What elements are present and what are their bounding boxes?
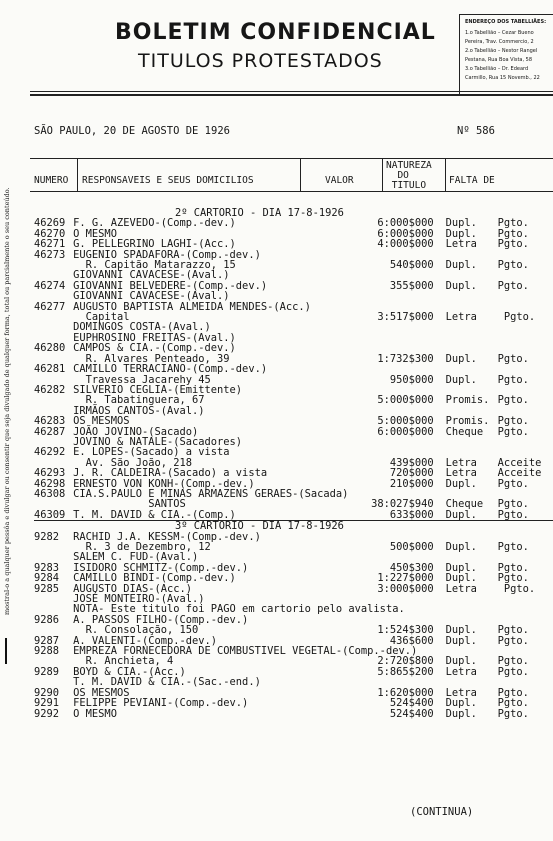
missing-item: Pgto. [497, 665, 529, 678]
entry-responsible: DOMINGOS COSTA-(Aval.) [73, 321, 211, 334]
title-nature [446, 364, 498, 374]
entry-responsible: JOSÉ MONTEIRO-(Aval.) [73, 593, 205, 606]
entry-responsible: GIOVANNI BELVEDERE-(Comp.-dev.) [73, 279, 268, 292]
title-nature: Dupl. [445, 634, 477, 647]
missing-item [498, 437, 553, 447]
page-title: BOLETIM CONFIDENCIAL [115, 20, 436, 45]
entry-value: 1:620$000 [377, 686, 434, 699]
entry-responsible: SALEM C. FUD-(Aval.) [73, 551, 199, 564]
entry-number [34, 395, 73, 405]
column-divider [77, 159, 78, 191]
column-divider [382, 159, 383, 191]
entry-responsible: AUGUSTO DIAS-(Acc.) [73, 582, 193, 595]
entry-number: 46277 [34, 300, 66, 313]
entry-value [348, 333, 445, 343]
title-nature: Letra [445, 311, 477, 324]
title-nature: Dupl. [445, 572, 477, 585]
entry-responsible: SILVERIO CEGLIA-(Emittente) [73, 383, 243, 396]
entry-value: 1:524$300 [377, 624, 434, 637]
entry-number: 46293 [34, 467, 66, 480]
entry-value [348, 364, 445, 374]
title-nature: Promis. [445, 415, 490, 428]
entry-responsible: E. LOPES-(Sacado) a vista [73, 446, 230, 459]
entry-responsible: CAMILLO BINDI-(Comp.-dev.) [73, 572, 236, 585]
entry-responsible: OS MESMOS [73, 686, 130, 699]
missing-item: Acceite [497, 456, 542, 469]
missing-item: Pgto. [497, 415, 529, 428]
title-nature: Dupl. [445, 561, 477, 574]
entry-number: 46308 [34, 487, 66, 500]
entry-value: 1:732$300 [377, 352, 434, 365]
title-nature [446, 521, 498, 532]
title-nature: Dupl. [446, 510, 498, 521]
box-line: Pereira, Trav. Commercio, 2 [465, 39, 534, 45]
title-nature: Dupl. [445, 217, 477, 230]
entry-value: 950$000 [389, 373, 434, 386]
entry-number: 46292 [34, 446, 66, 459]
title-nature: Dupl. [445, 697, 477, 710]
entry-responsible: ISIDORO SCHMITZ-(Comp.-dev.) [73, 561, 249, 574]
entry-number: 46282 [34, 383, 66, 396]
side-mark [5, 638, 7, 664]
entry-responsible: JOVINO & NATALE-(Sacadores) [73, 435, 243, 448]
entry-number: 9292 [34, 707, 60, 720]
title-nature: Dupl. [445, 655, 477, 668]
entry-responsible: Travessa Jacarehy 45 [73, 373, 211, 386]
missing-item: Pgto. [497, 572, 529, 585]
entry-value: 720$000 [389, 467, 434, 480]
title-nature [446, 437, 498, 447]
missing-item: Pgto. [497, 624, 529, 637]
col-header-valor: VALOR [325, 175, 354, 186]
title-nature: Dupl. [445, 227, 477, 240]
entry-number: 46274 [34, 279, 66, 292]
missing-item: Pgto. [497, 227, 529, 240]
title-nature: Promis. [445, 394, 490, 407]
entry-value: 6:000$000 [377, 425, 434, 438]
entry-number: 46273 [34, 248, 66, 261]
entry-number: 46283 [34, 415, 66, 428]
entry-responsible: A. VALENTI-(Comp.-dev.) [73, 634, 218, 647]
entry-value: 633$000 [348, 510, 445, 521]
missing-item [498, 322, 553, 332]
title-nature: Letra [445, 582, 477, 595]
protest-table [34, 208, 553, 719]
missing-item [498, 594, 553, 604]
entry-responsible: CIA.S.PAULO E MINAS ARMAZENS GERAES-(Sacada) [73, 487, 349, 500]
missing-item: Pgto. [497, 498, 529, 511]
title-nature: Dupl. [445, 624, 477, 637]
missing-item [498, 333, 553, 343]
entry-responsible: G. PELLEGRINO LAGHI-(Acc.) [73, 238, 236, 251]
entry-responsible: GIOVANNI CAVACESE-(Aval.) [73, 269, 230, 282]
table-row [34, 510, 553, 521]
entry-value [348, 322, 445, 332]
table-row [34, 709, 553, 719]
table-row [34, 364, 553, 374]
entry-value: 450$300 [389, 561, 434, 574]
col-header-responsaveis: RESPONSAVEIS E SEUS DOMICILIOS [82, 175, 254, 186]
title-nature [446, 322, 498, 332]
missing-item: Pgto. [497, 259, 529, 272]
header-rule [30, 91, 553, 92]
section-heading: 2º CARTORIO - DIA 17-8-1926 [174, 207, 344, 219]
bulletin-number: Nº 586 [457, 125, 495, 137]
entry-responsible: JOÃO JOVINO-(Sacado) [73, 425, 199, 438]
missing-item [498, 364, 553, 374]
title-nature: Dupl. [445, 352, 477, 365]
missing-item: Pgto. [497, 425, 529, 438]
entry-responsible: J. R. CALDEIRA-(Sacado) a vista [73, 467, 268, 480]
entry-responsible: CAMILLO TERRACIANO-(Comp.-dev.) [73, 363, 268, 376]
entry-number: 9286 [34, 613, 60, 626]
entry-responsible: R. 3 de Dezembro, 12 [73, 541, 211, 553]
missing-item: Pgto. [497, 394, 529, 407]
entry-value: 524$400 [389, 707, 434, 720]
entry-number [34, 322, 73, 332]
entry-value: 500$000 [389, 541, 434, 553]
entry-responsible: RACHID J.A. KESSM-(Comp.-dev.) [73, 530, 261, 543]
entry-value: 4:000$000 [377, 238, 434, 251]
entry-responsible: O MESMO [73, 227, 117, 240]
entry-responsible: SANTOS [73, 498, 186, 511]
entry-number: 9288 [34, 645, 60, 658]
missing-item: Pgto. [497, 697, 529, 710]
entry-responsible: CAMPOS & CIA.-(Comp.-dev.) [73, 342, 236, 355]
entry-responsible: AUGUSTO BAPTISTA ALMEIDA MENDES-(Acc.) [73, 300, 311, 313]
entry-responsible: Av. São João, 218 [73, 456, 193, 469]
entry-responsible: EUPHROSINO FREITAS-(Aval.) [73, 331, 236, 344]
title-nature: Dupl. [445, 707, 477, 720]
title-nature [446, 291, 498, 301]
entry-responsible: BOYD & CIA.-(Acc.) [73, 665, 186, 678]
entry-responsible: NOTA- Este titulo foi PAGO em cartorio pelo avalista. [73, 603, 405, 616]
box-line: 3.o Tabellião – Dr. Edeard [465, 66, 529, 72]
column-divider [445, 159, 446, 191]
entry-value: 3:517$000 [377, 311, 434, 324]
entry-responsible: F. G. AZEVEDO-(Comp.-dev.) [73, 217, 236, 230]
entry-value: 6:000$000 [377, 227, 434, 240]
entry-value: 439$000 [389, 456, 434, 469]
title-nature [446, 594, 498, 604]
entry-number: 46281 [34, 363, 66, 376]
side-note: mostral-o a qualquer pessôa e divulgar ou consentir que seja divulgado de qualquer forma, total ou parcialmente o seu conteúdo. [3, 187, 11, 615]
entry-number: 9291 [34, 697, 60, 710]
missing-item: Pgto. [497, 373, 529, 386]
missing-item: Acceite [497, 467, 542, 480]
entry-responsible: ERNESTO VON KONH-(Comp.-dev.) [73, 477, 255, 490]
missing-item: Pgto. [497, 582, 536, 595]
entry-value: 5:865$200 [377, 665, 434, 678]
entry-responsible: EUGENIO SPADAFORA-(Comp.-dev.) [73, 248, 261, 261]
entry-responsible: FELIPPE PEVIANI-(Comp.-dev.) [73, 697, 249, 710]
missing-item: Pgto. [497, 634, 529, 647]
table-row [34, 521, 553, 532]
box-line: Carmillo, Rua 15 Novemb., 22 [465, 75, 540, 81]
missing-item: Pgto. [497, 352, 529, 365]
entry-responsible: Capital [73, 311, 130, 324]
entry-responsible: A. PASSOS FILHO-(Comp.-dev.) [73, 613, 249, 626]
title-nature: Letra [445, 456, 477, 469]
entry-responsible: T. M. DAVID & CIA.-(Sac.-end.) [73, 676, 261, 689]
col-header-natureza: NATUREZA DO TITULO [386, 160, 432, 191]
column-divider [300, 159, 301, 191]
title-nature: Dupl. [445, 477, 477, 490]
missing-item: Pgto. [497, 655, 529, 668]
continua-note: (CONTINUA) [410, 806, 474, 818]
missing-item: Pgto. [497, 686, 529, 699]
title-nature: Dupl. [445, 541, 477, 553]
entry-number: 46280 [34, 342, 66, 355]
missing-item [498, 291, 553, 301]
table-top-rule [30, 158, 553, 159]
entry-value: 436$600 [389, 634, 434, 647]
title-nature: Dupl. [445, 259, 477, 272]
entry-value [348, 291, 445, 301]
table-row [34, 416, 553, 426]
box-line: 2.o Tabellião – Nestor Rangel [465, 48, 538, 54]
entry-responsible: R. Consolação, 150 [73, 624, 199, 637]
missing-item: Pgto. [497, 238, 529, 251]
entry-value: 3:000$000 [377, 582, 434, 595]
entry-responsible: R. Anchieta, 4 [73, 655, 174, 668]
entry-value: 2:720$800 [377, 655, 434, 668]
entry-value: 355$000 [389, 279, 434, 292]
title-nature: Letra [445, 686, 477, 699]
title-nature: Dupl. [445, 373, 477, 386]
table-row [34, 468, 553, 478]
entry-value: 38:027$940 [371, 498, 434, 511]
entry-responsible: R. Alvares Penteado, 39 [73, 352, 230, 365]
col-header-numero: NUMERO [34, 175, 69, 186]
header-rule-thick [30, 94, 553, 96]
missing-item: Pgto. [497, 707, 529, 720]
missing-item: Pgto. [497, 561, 529, 574]
box-line: 1.o Tabellião – Cezar Bueno [465, 30, 534, 36]
entry-number: 46271 [34, 238, 66, 251]
entry-number: 9287 [34, 634, 60, 647]
entry-number: 9284 [34, 572, 60, 585]
entry-responsible: O MESMO [73, 707, 117, 720]
entry-number: 9289 [34, 665, 60, 678]
tabelliaes-box [459, 14, 553, 96]
entry-number: 46287 [34, 425, 66, 438]
entry-value: 524$400 [389, 697, 434, 710]
entry-value [348, 437, 445, 447]
entry-number [34, 521, 73, 532]
entry-number: 9285 [34, 582, 60, 595]
entry-value: 5:000$000 [377, 415, 434, 428]
entry-number [34, 594, 73, 604]
entry-responsible: EMPREZA FORNECEDORA DE COMBUSTIVEL VEGETAL-(Comp.-dev.) [73, 645, 418, 658]
entry-responsible: GIOVANNI CAVACESE-(Aval.) [73, 290, 230, 303]
entry-responsible: T. M. DAVID & CIA.-(Comp.) [73, 510, 348, 521]
missing-item: Pgto. [497, 477, 529, 490]
entry-responsible: OS MESMOS [73, 415, 130, 428]
entry-value: 540$000 [389, 259, 434, 272]
title-nature: Letra [445, 238, 477, 251]
box-title: ENDEREÇO DOS TABELLIÃES: [465, 19, 547, 25]
missing-item: Pgto. [497, 541, 529, 553]
entry-number [34, 542, 73, 552]
entry-value: 1:227$000 [377, 572, 434, 585]
missing-item: Pgto. [498, 510, 553, 521]
title-nature: Letra [445, 467, 477, 480]
entry-number: 9282 [34, 530, 60, 543]
missing-item: Pgto. [497, 217, 529, 230]
entry-number [34, 260, 73, 270]
entry-number: 9283 [34, 561, 60, 574]
title-nature: Cheque [445, 498, 484, 511]
table-header-rule [30, 191, 553, 192]
missing-item: Pgto. [497, 279, 529, 292]
entry-responsible: IRMÃOS CANTOS-(Aval.) [73, 404, 205, 417]
box-line: Pestana, Rua Boa Vista, 58 [465, 57, 533, 63]
place-date: SÃO PAULO, 20 DE AGOSTO DE 1926 [34, 125, 230, 137]
entry-number [34, 312, 73, 322]
page-subtitle: TITULOS PROTESTADOS [138, 50, 383, 72]
title-nature: Dupl. [445, 279, 477, 292]
title-nature: Cheque [445, 425, 484, 438]
missing-item [498, 521, 553, 532]
title-nature [446, 333, 498, 343]
entry-value: 5:000$000 [377, 394, 434, 407]
entry-number: 46309 [34, 510, 73, 521]
section-heading: 3º CARTORIO - DIA 17-8-1926 [174, 520, 344, 533]
entry-value: 210$000 [389, 477, 434, 490]
entry-number: 9290 [34, 686, 60, 699]
entry-number: 46270 [34, 227, 66, 240]
missing-item: Pgto. [497, 311, 536, 324]
col-header-falta: FALTA DE [449, 175, 495, 186]
entry-number: 46269 [34, 217, 66, 230]
table-row [34, 698, 553, 708]
entry-responsible: R. Tabatinguera, 67 [73, 394, 205, 407]
entry-number: 46298 [34, 477, 66, 490]
title-nature: Letra [445, 665, 477, 678]
entry-value: 6:000$000 [377, 217, 434, 230]
entry-responsible: R. Capitão Matarazzo, 15 [73, 259, 236, 272]
